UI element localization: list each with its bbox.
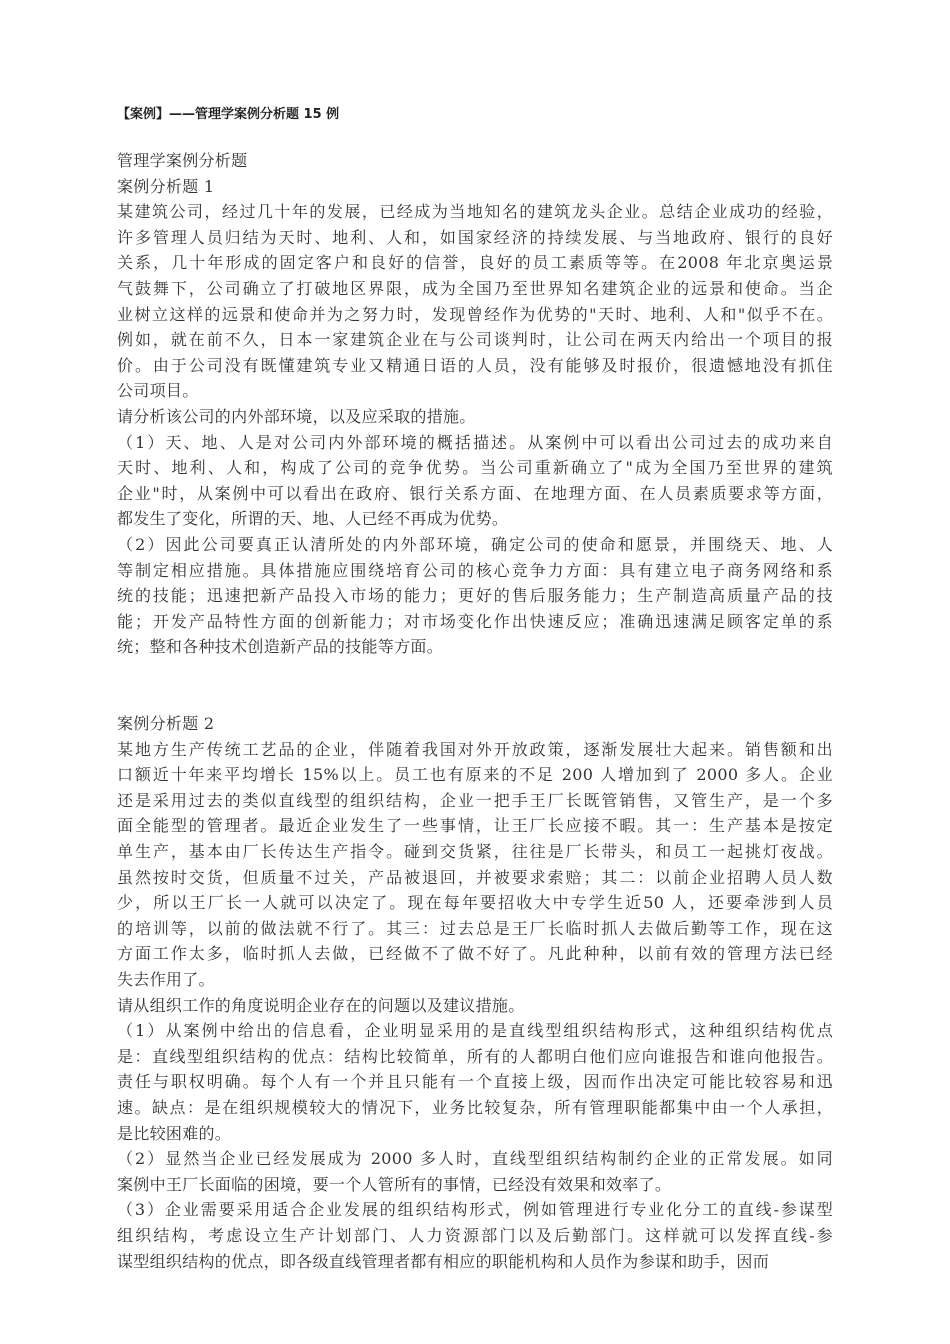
text-line: 都发生了变化，所谓的天、地、人已经不再成为优势。 <box>117 509 509 529</box>
text-line: 的培训等，以前的做法就不行了。其三：过去总是王厂长临时抓人去做后勤等工作，现在这 <box>117 918 833 938</box>
text-line: 业树立这样的远景和使命并为之努力时，发现曾经作为优势的"天时、地利、人和"似乎不在。 <box>117 304 833 324</box>
text-line: 谋型组织结构的优点，即各级直线管理者都有相应的职能机构和人员作为参谋和助手，因而 <box>117 1251 770 1271</box>
text-line: 气鼓舞下，公司确立了打破地区界限，成为全国乃至世界知名建筑企业的远景和使命。当企 <box>117 278 833 298</box>
text-line: 天时、地利、人和，构成了公司的竞争优势。当公司重新确立了"成为全国乃至世界的建筑 <box>117 458 833 478</box>
case-1 <box>117 174 833 660</box>
text-line: 某建筑公司，经过几十年的发展，已经成为当地知名的建筑龙头企业。总结企业成功的经验， <box>117 202 833 222</box>
text-line: 请分析该公司的内外部环境，以及应采取的措施。 <box>117 406 476 426</box>
paragraph-gap <box>117 685 833 711</box>
text-line: 企业"时，从案例中可以看出在政府、银行关系方面、在地理方面、在人员素质要求等方面， <box>117 483 833 503</box>
text-line: （3）企业需要采用适合企业发展的组织结构形式，例如管理进行专业化分工的直线-参谋型 <box>117 1200 833 1220</box>
case-heading: 案例分析题 2 <box>117 714 215 734</box>
case-2 <box>117 711 833 1274</box>
text-line: 口额近十年来平均增长 15%以上。员工也有原来的不足 200 人增加到了 2000 多人。企业 <box>117 765 833 785</box>
text-line: 请从组织工作的角度说明企业存在的问题以及建议措施。 <box>117 995 525 1015</box>
text-line: 失去作用了。 <box>117 970 215 989</box>
case-heading: 案例分析题 1 <box>117 176 215 196</box>
case-body <box>117 199 833 660</box>
text-line: 公司项目。 <box>117 381 199 401</box>
text-line: 关系，几十年形成的固定客户和良好的信誉，良好的员工素质等等。在2008 年北京奥运景 <box>117 253 833 273</box>
text-line: 还是采用过去的类似直线型的组织结构，企业一把手王厂长既管销售，又管生产，是一个多 <box>117 790 833 810</box>
text-line: 统的技能；迅速把新产品投入市场的能力；更好的售后服务能力；生产制造高质量产品的技 <box>117 586 833 606</box>
text-line: （2）因此公司要真正认清所处的内外部环境，确定公司的使命和愿景，并围绕天、地、人 <box>117 534 833 554</box>
text-line: 组织结构，考虑设立生产计划部门、人力资源部门以及后勤部门。这样就可以发挥直线-参 <box>117 1225 833 1245</box>
paragraph-gap <box>117 660 833 686</box>
text-line: 价。由于公司没有既懂建筑专业又精通日语的人员，没有能够及时报价，很遗憾地没有抓住 <box>117 355 833 375</box>
text-line: 单生产，基本由厂长传达生产指令。碰到交货紧，往往是厂长带头，和员工一起挑灯夜战。 <box>117 842 833 862</box>
text-line: 统；整和各种技术创造新产品的技能等方面。 <box>117 637 444 657</box>
text-line: 虽然按时交货，但质量不过关，产品被退回，并被要求索赔；其二：以前企业招聘人员人数 <box>117 867 833 887</box>
document-title: 【案例】——管理学案例分析题 15 例 <box>117 107 340 122</box>
text-line: 责任与职权明确。每个人有一个并且只能有一个直接上级，因而作出决定可能比较容易和迅 <box>117 1072 833 1092</box>
text-line: 方面工作太多，临时抓人去做，已经做不了做不好了。凡此种种，以前有效的管理方法已经 <box>117 944 833 964</box>
text-line: （1）天、地、人是对公司内外部环境的概括描述。从案例中可以看出公司过去的成功来自 <box>117 432 833 452</box>
text-line: 等制定相应措施。具体措施应围绕培育公司的核心竞争力方面：具有建立电子商务网络和系 <box>117 560 833 580</box>
section-heading: 管理学案例分析题 <box>117 151 248 170</box>
text-line: 例如，就在前不久，日本一家建筑企业在与公司谈判时，让公司在两天内给出一个项目的报 <box>117 330 833 350</box>
text-line: 速。缺点：是在组织规模较大的情况下，业务比较复杂，所有管理职能都集中由一个人承担， <box>117 1097 833 1117</box>
text-line: 是比较困难的。 <box>117 1123 232 1143</box>
text-line: （2）显然当企业已经发展成为 2000 多人时，直线型组织结构制约企业的正常发展。如同 <box>117 1149 833 1169</box>
text-line: 能；开发产品特性方面的创新能力；对市场变化作出快速反应；准确迅速满足顾客定单的系 <box>117 611 833 631</box>
case-body <box>117 737 833 1274</box>
text-line: 某地方生产传统工艺品的企业，伴随着我国对外开放政策，逐渐发展壮大起来。销售额和出 <box>117 739 833 759</box>
text-line: 案例中王厂长面临的困境，要一个人管所有的事情，已经没有效果和效率了。 <box>117 1174 672 1194</box>
document-page <box>117 104 833 1274</box>
text-line: 少，所以王厂长一人就可以决定了。现在每年要招收大中专学生近50 人，还要牵涉到人员 <box>117 893 833 913</box>
text-line: （1）从案例中给出的信息看，企业明显采用的是直线型组织结构形式，这种组织结构优点 <box>117 1021 833 1041</box>
text-line: 面全能型的管理者。最近企业发生了一些事情，让王厂长应接不暇。其一：生产基本是按定 <box>117 816 833 836</box>
text-line: 许多管理人员归结为天时、地利、人和，如国家经济的持续发展、与当地政府、银行的良好 <box>117 227 833 247</box>
text-line: 是：直线型组织结构的优点：结构比较简单，所有的人都明白他们应向谁报告和谁向他报告。 <box>117 1046 833 1066</box>
